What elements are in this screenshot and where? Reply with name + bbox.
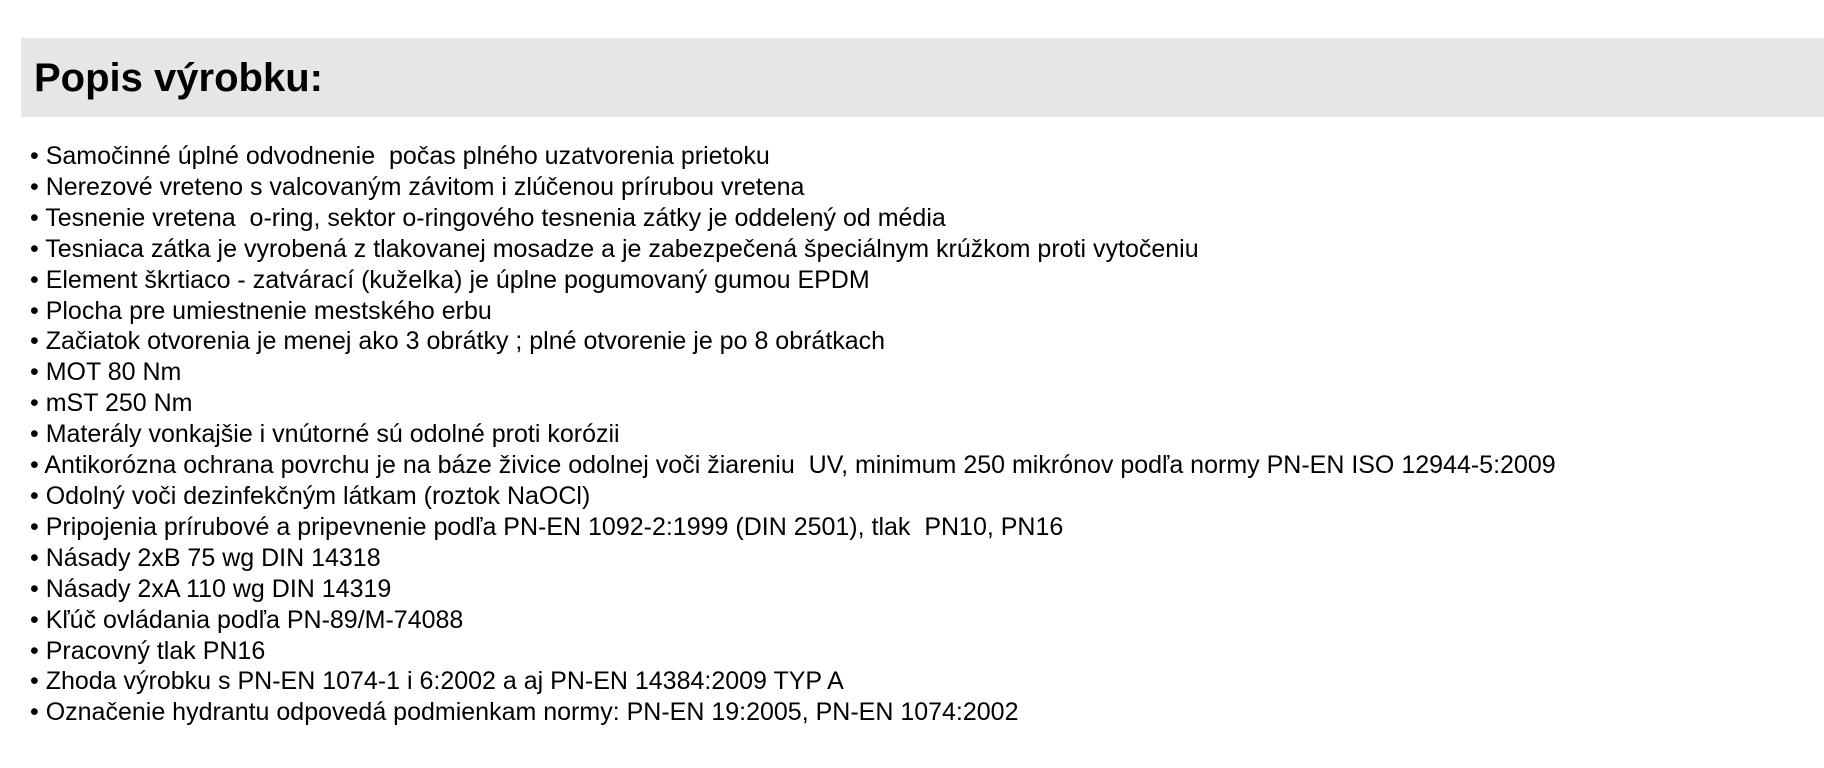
feature-item: • Tesnenie vretena o-ring, sektor o-ringového tesnenia zátky je oddelený od média — [30, 203, 946, 232]
feature-item: • Samočinné úplné odvodnenie počas plného uzatvorenia prietoku — [30, 142, 770, 170]
feature-item: • Odolný voči dezinfekčným látkam (roztok NaOCl) — [30, 481, 591, 510]
feature-item: • Materály vonkajšie i vnútorné sú odolné proti korózii — [30, 420, 620, 449]
feature-item: • Pracovný tlak PN16 — [30, 636, 266, 665]
feature-item: • Antikorózna ochrana povrchu je na báze živice odolnej voči žiareniu UV, minimum 250 mikrónov podľa normy PN-EN ISO 12944-5:2009 — [30, 451, 1556, 480]
feature-item: • Tesniaca zátka je vyrobená z tlakovanej mosadze a je zabezpečená špeciálnym krúžkom proti vytočeniu — [30, 234, 1199, 263]
feature-item: • Násady 2xB 75 wg DIN 14318 — [30, 543, 381, 572]
title-band — [21, 38, 1824, 117]
feature-list — [30, 141, 1556, 728]
feature-item: • Kľúč ovládania podľa PN-89/M-74088 — [30, 605, 464, 634]
feature-item: • Zhoda výrobku s PN-EN 1074-1 i 6:2002 a aj PN-EN 14384:2009 TYP A — [30, 667, 844, 696]
feature-item: • Plocha pre umiestnenie mestského erbu — [30, 296, 492, 325]
feature-item: • Pripojenia prírubové a pripevnenie podľa PN-EN 1092-2:1999 (DIN 2501), tlak PN10, PN16 — [30, 512, 1064, 541]
feature-item: • mST 250 Nm — [30, 389, 193, 418]
feature-item: • Začiatok otvorenia je menej ako 3 obrátky ; plné otvorenie je po 8 obrátkach — [30, 327, 886, 356]
feature-item: • Nerezové vreteno s valcovaným závitom i zlúčenou prírubou vretena — [30, 172, 805, 201]
feature-item: • Element škrtiaco - zatvárací (kuželka) je úplne pogumovaný gumou EPDM — [30, 265, 870, 294]
feature-item: • Označenie hydrantu odpovedá podmienkam normy: PN-EN 19:2005, PN-EN 1074:2002 — [30, 698, 1019, 727]
page-title: Popis výrobku: — [34, 56, 323, 100]
feature-item: • MOT 80 Nm — [30, 358, 182, 387]
feature-item: • Násady 2xA 110 wg DIN 14319 — [30, 574, 392, 603]
